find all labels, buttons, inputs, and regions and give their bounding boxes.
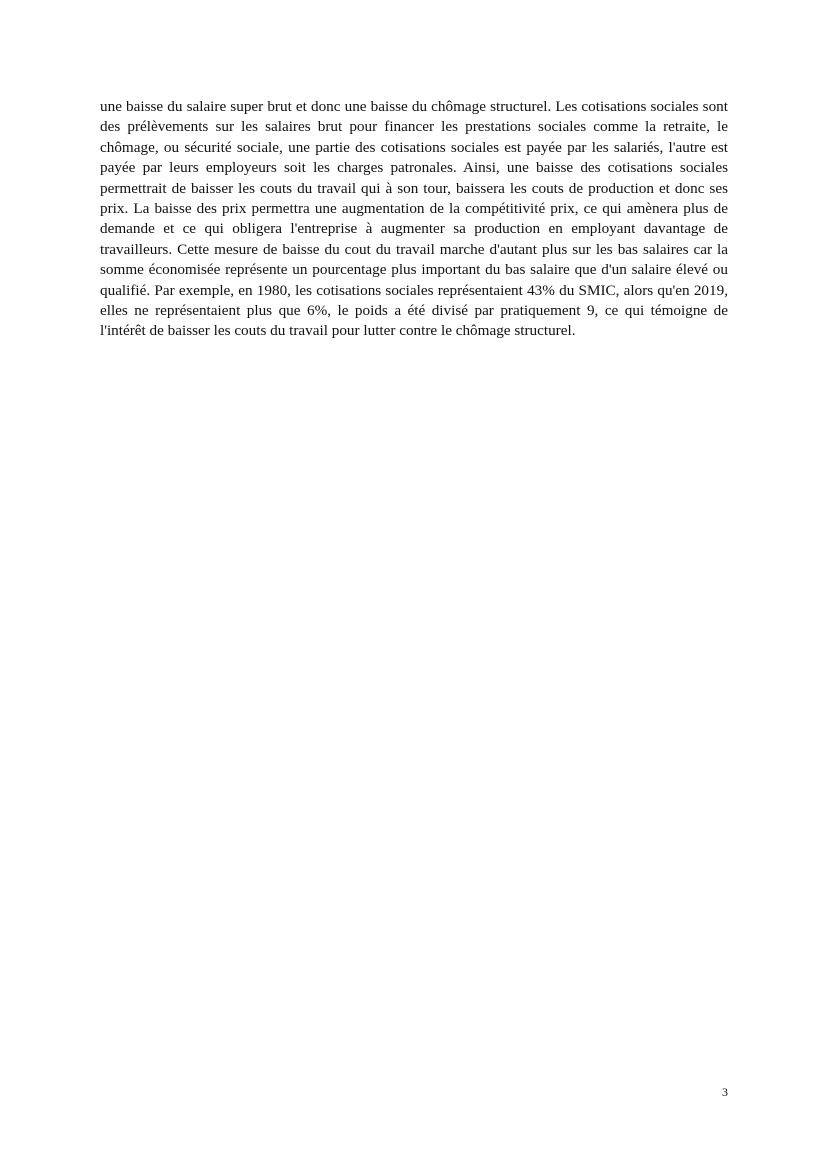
body-paragraph: une baisse du salaire super brut et donc une baisse du chômage structurel. Les cotisations sociales sont des prélèvements sur les salaires brut pour financer les prestations sociales comme la retraite, le chômage, ou sécurité sociale, une partie des cotisations sociales est payée par les salariés, l'autre est payée par leurs employeurs soit les charges patronales. Ainsi, une baisse des cotisations sociales permettrait de baisser les couts du travail qui à son tour, baissera les couts de production et donc ses prix. La baisse des prix permettra une augmentation de la compétitivité prix, ce qui amènera plus de demande et ce qui obligera l'entreprise à augmenter sa production en employant davantage de travailleurs. Cette mesure de baisse du cout du travail marche d'autant plus sur les bas salaires car la somme économisée représente un pourcentage plus important du bas salaire que d'un salaire élevé ou qualifié. Par exemple, en 1980, les cotisations sociales représentaient 43% du SMIC, alors qu'en 2019, elles ne représentaient plus que 6%, le poids a été divisé par pratiquement 9, ce qui témoigne de l'intérêt de baisser les couts du travail pour lutter contre le chômage structurel.	[100, 98, 728, 340]
page-number: 3	[722, 1085, 728, 1099]
